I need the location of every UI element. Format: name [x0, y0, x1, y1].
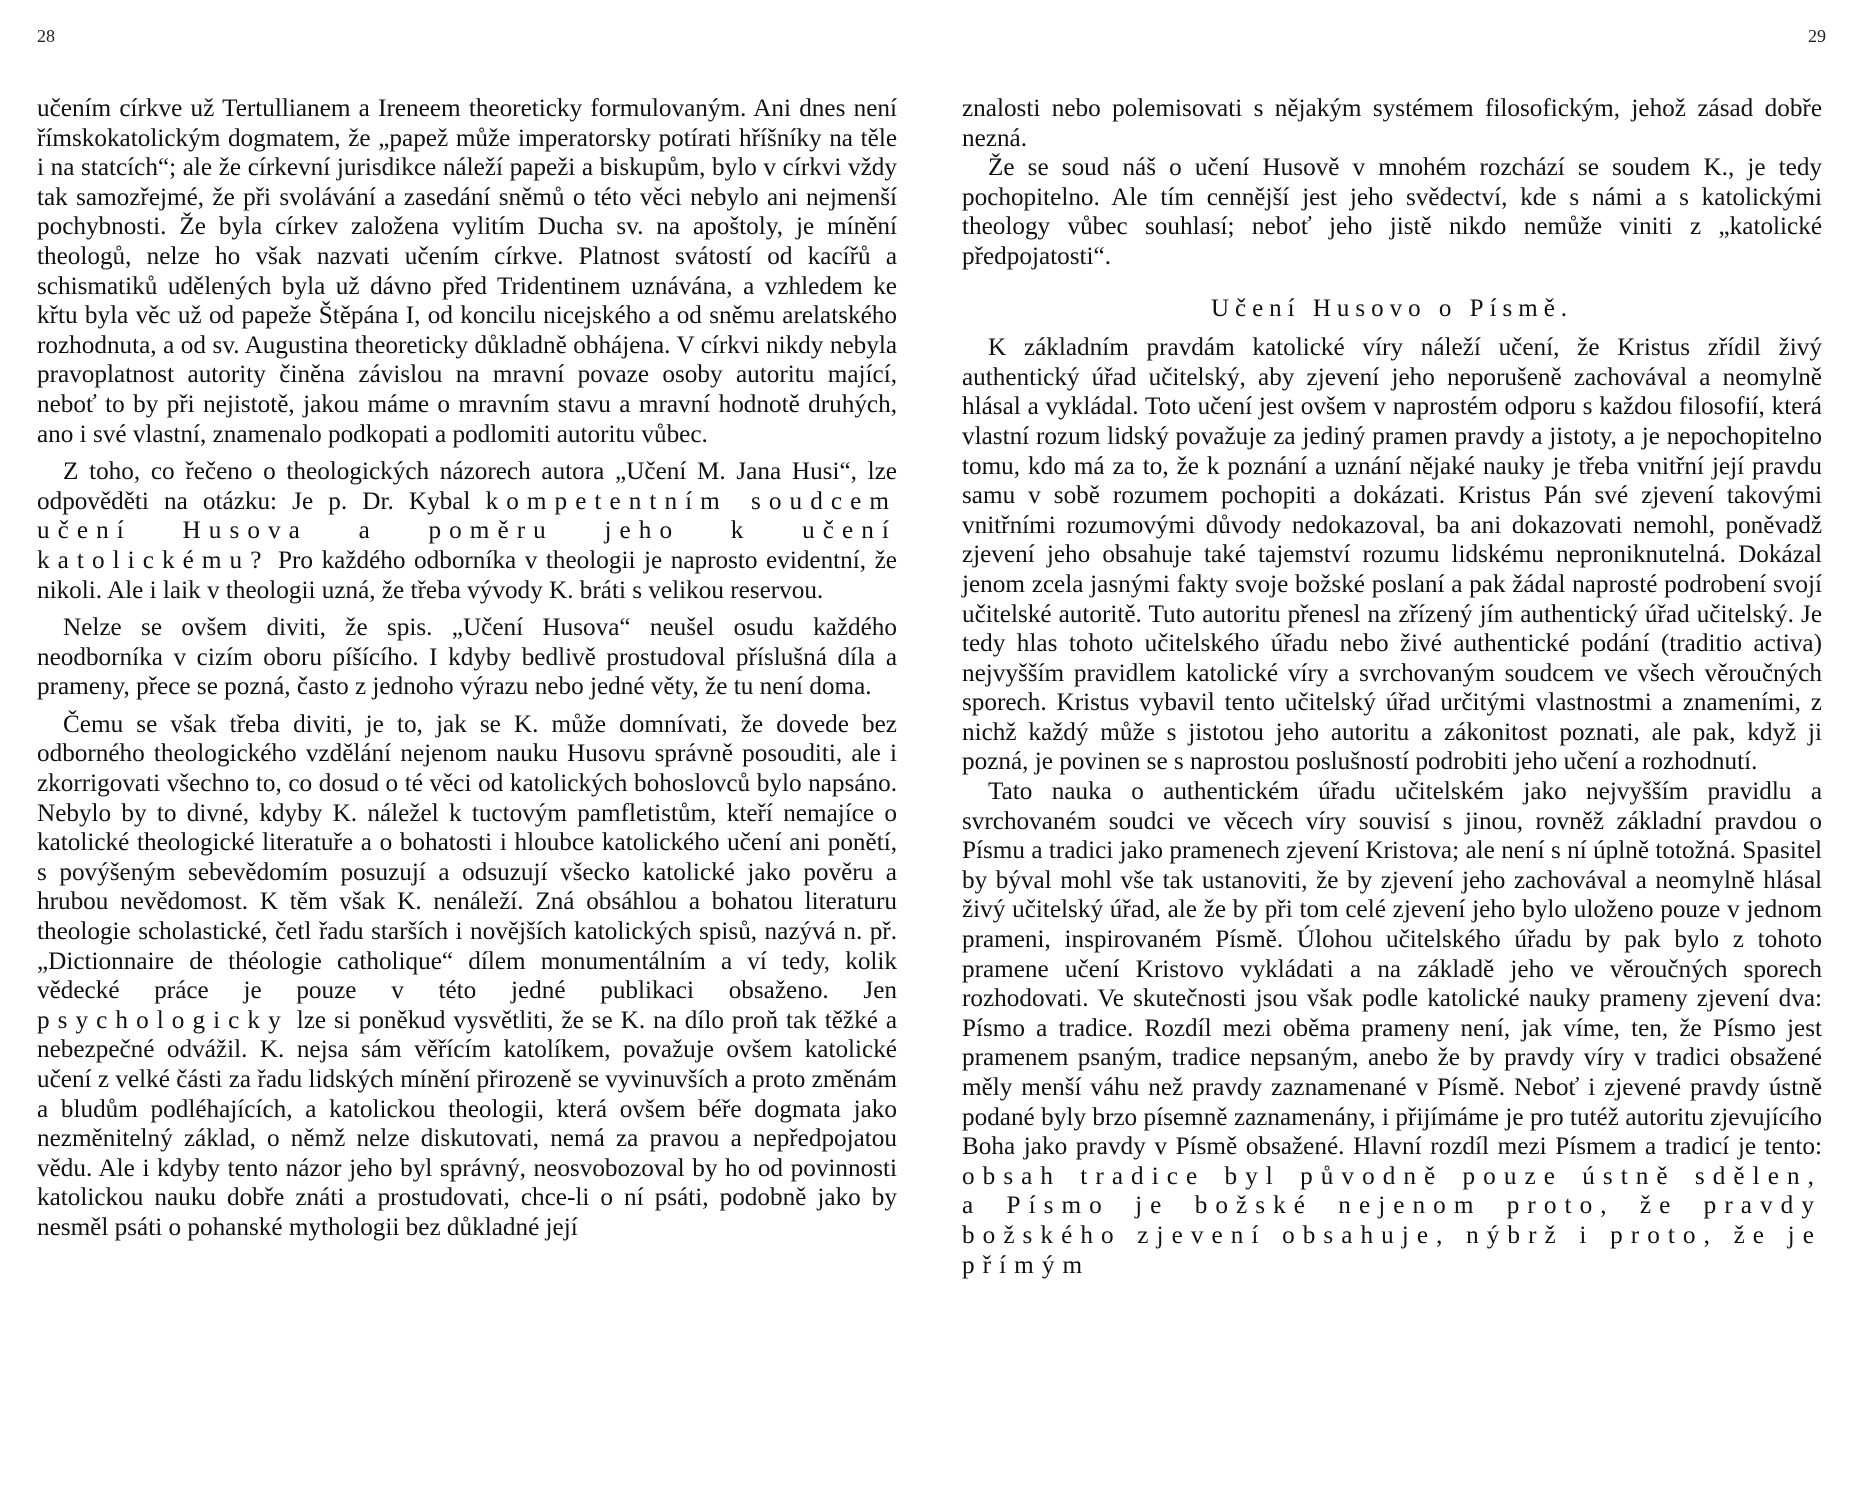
right-page-body	[962, 94, 1822, 1280]
paragraph: znalosti nebo polemisovati s nějakým systémem filosofickým, jehož zásad dobře nezná.	[962, 95, 1822, 152]
paragraph: Nelze se ovšem diviti, že spis. „Učení Husova“ neušel osudu každého neodborníka v cizím oboru píšícího. I kdyby bedlivě prostudoval příslušná díla a prameny, přece se pozná, často z jednoho výrazu nebo jedné věty, že tu není doma.	[37, 614, 897, 701]
spaced-emphasis: psychologicky	[37, 1006, 289, 1034]
spaced-emphasis: obsah tradice byl původně pouze ústně sdělen, a Písmo je božské nejenom proto, že pravdy božského zjevení obsahuje, nýbrž i proto, že je přímým	[962, 1162, 1822, 1279]
paragraph: učením církve už Tertullianem a Ireneem theoreticky formulovaným. Ani dnes není římskokatolickým dogmatem, že „papež může imperatorsky potírati hříšníky na těle i na statcích“; ale že církevní jurisdikce náleží papeži a biskupům, bylo v církvi vždy tak samozřejmé, že při svolávání a zasedání sněmů o této věci nebylo ani nejmenší pochybnosti. Že byla církev založena vylitím Ducha sv. na apoštoly, je mínění theologů, nelze ho však nazvati učením církve. Platnost svátostí od kacířů a schismatiků udělených byla už dávno před Tridentinem uznávána, a vzhledem ke křtu byla věc už od papeže Štěpána I, od koncilu nicejského a od sněmu arelatského rozhodnuta, a od sv. Augustina theoreticky důkladně obhájena. V církvi nikdy nebyla pravoplatnost autority činěna závislou na mravní povaze osoby autoritu mající, neboť to by při nejistotě, jakou máme o mravním stavu a mravní hodnotě druhých, ano i své vlastní, znamenalo podkopati a podlomiti autoritu vůbec.	[37, 95, 897, 448]
text-run: Pro každého odborníka v theologii je naprosto evidentní, že nikoli. Ale i laik v theologii uzná, že třeba vývody K. bráti s velikou reservou.	[37, 546, 897, 604]
text-run: Z toho, co řečeno o theologických názorech autora „Učení M. Jana Husi“, lze odpověděti na otázku: Je p. Dr. Kybal	[37, 458, 897, 515]
text-run: Tato nauka o authentickém úřadu učitelském jako nejvyšším pravidlu a svrchovaném soudci ve věcech víry souvisí s jinou, rovněž základní pravdou o Písmu a tradici jako pramenech zjevení Kristova; ale není s ní úplně totožná. Spasitel by býval mohl vše tak ustanoviti, že by zjevení jeho zachovával a neomylně hlásal živý učitelský úřad, ale že by při tom celé zjevení jeho bylo uloženo pouze v jednom prameni, inspirovaném Písmě. Úlohou učitelského úřadu by pak bylo z tohoto pramene učení Kristovo vykládati a na základě jeho ve věroučných sporech rozhodovati. Ve skutečnosti jsou však podle katolické nauky prameny zjevení dva: Písmo a tradice. Rozdíl mezi oběma prameny není, jak víme, ten, že Písmo jest pramenem psaným, tradice nepsaným, anebo že by pravdy víry v tradici obsažené měly menší váhu než pravdy zaznamenané v Písmě. Neboť i zjevené pravdy ústně podané byly brzo písemně zaznamenány, i přijímáme je pro tutéž autoritu zjevujícího Boha jako pravdy v Písmě obsažené. Hlavní rozdíl mezi Písmem a tradicí je tento:	[962, 778, 1822, 1161]
paragraph	[37, 710, 897, 1243]
paragraph	[962, 777, 1822, 1280]
paragraph	[37, 457, 897, 605]
text-run: lze si poněkud vysvětliti, že se K. na dílo proň tak těžké a nebezpečné odvážil. K. nejsa sám věřícím katolíkem, považuje ovšem katolické učení z velké části za řadu lidských mínění přirozeně se vyvinuvších a proto změnám a bludům podléhajících, a katolickou theologii, která ovšem béře dogmata jako nezměnitelný základ, o němž nelze diskutovati, nemá za pravou a nepředpojatou vědu. Ale i kdyby tento názor jeho byl správný, neosvobozoval by ho od povinnosti katolickou nauku dobře znáti a prostudovati, chce-li o ní psáti, podobně jako by nesměl psáti o pohanské mythologii bez důkladné její	[37, 1006, 898, 1241]
spaced-emphasis: kompetentním soudcem učení Husova a poměru jeho k učení katolickému?	[37, 487, 897, 574]
page-number-right: 29	[1808, 26, 1826, 46]
paragraph: Že se soud náš o učení Husově v mnohém rozchází se soudem K., je tedy pochopitelno. Ale tím cennější jest jeho svědectví, kde s námi a s katolickými theology vůbec souhlasí; neboť jeho jistě nikdo nemůže viniti z „katolické předpojatosti“.	[962, 154, 1822, 270]
section-heading: Učení Husovo o Písmě.	[1210, 294, 1574, 322]
left-page-body	[37, 94, 897, 1243]
text-run: Čemu se však třeba diviti, je to, jak se K. může domnívati, že dovede bez odborného theologického vzdělání nejenom nauku Husovu správně posouditi, ale i zkorrigovati všechno to, co dosud o té věci od katolických bohoslovců bylo napsáno. Nebylo by to divné, kdyby K. náležel k tuctovým pamfletistům, kteří nemajíce o katolické theologické literatuře a o bohatosti i hloubce katolického učení ani ponětí, s povýšeným sebevědomím posuzují a odsuzují všecko katolické jako pověru a hrubou nevědomost. K těm však K. nenáleží. Zná obsáhlou a bohatou literaturu theologie scholastické, četl řadu starších i novějších katolických spisů, nazývá n. př. „Dictionnaire de théologie catholique“ dílem monumentálním a ví tedy, kolik vědecké práce je pouze v této jedné publikaci obsaženo. Jen	[37, 710, 897, 1005]
page-number-left: 28	[37, 26, 55, 46]
paragraph: K základním pravdám katolické víry náleží učení, že Kristus zřídil živý authentický úřad učitelský, aby zjevení jeho neporušeně zachovával a neomylně hlásal a vykládal. Toto učení jest ovšem v naprostém odporu s každou filosofií, která vlastní rozum lidský považuje za jediný pramen pravdy a jistoty, a je nepochopitelno tomu, kdo má za to, že k poznání a uznání nějaké nauky je třeba vnitřní její pravdu samu v sobě rozumem pochopiti a dokázati. Kristus Pán své zjevení takovými vnitřními rozumovými důvody nedokazoval, ba ani dokazovati nemohl, poněvadž zjevení jeho obsahuje také tajemství rozumu lidskému neproniknutelná. Dokázal jenom zcela jasnými fakty svoje božské poslaní a pak žádal naprosté podrobení svojí učitelské autoritě. Tuto autoritu přenesl na zřízený jím authentický úřad učitelský. Je tedy hlas tohoto učitelského úřadu nebo živé authentické podání (traditio activa) nejvyšším pravidlem katolické víry a svrchovaným soudcem ve všech věroučných sporech. Kristus vybavil tento učitelský úřad určitými vlastnostmi a znameními, z nichž každý může s jistotou jeho autoritu a zákonitost poznati, ale pak, když ji pozná, je povinen se s naprostou poslušností podrobiti jeho učení a rozhodnutí.	[962, 334, 1822, 776]
